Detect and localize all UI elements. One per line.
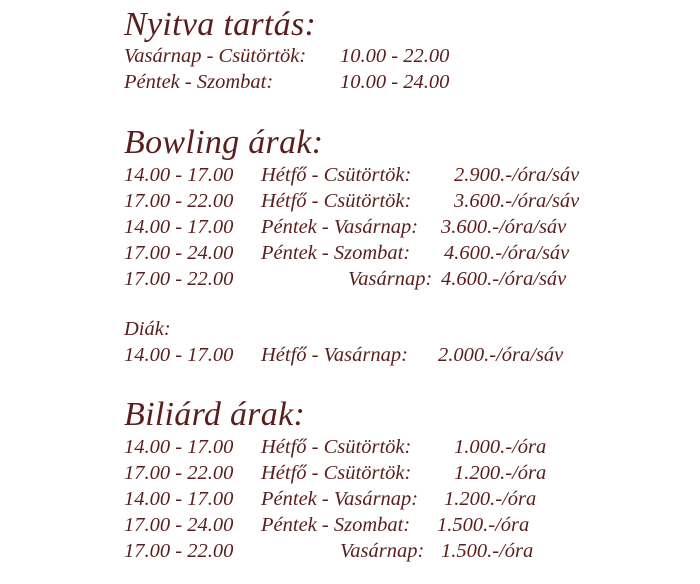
billiard-days: Hétfő - Csütörtök: — [261, 462, 412, 484]
bowling-time: 14.00 - 17.00 — [124, 216, 234, 238]
bowling-price: 4.600.-/óra/sáv — [441, 268, 567, 290]
billiard-time: 14.00 - 17.00 — [124, 436, 234, 458]
bowling-time: 14.00 - 17.00 — [124, 164, 234, 186]
opening-days: Vasárnap - Csütörtök: — [124, 45, 307, 67]
bowling-time: 17.00 - 22.00 — [124, 190, 234, 212]
billiard-price: 1.200.-/óra — [444, 488, 537, 510]
bowling-days: Hétfő - Csütörtök: — [261, 164, 412, 186]
billiard-time: 17.00 - 22.00 — [124, 540, 234, 562]
bowling-days: Vasárnap: — [348, 268, 433, 290]
billiard-days: Péntek - Vasárnap: — [261, 488, 419, 510]
billiard-price: 1.200.-/óra — [454, 462, 547, 484]
billiard-price: 1.500.-/óra — [437, 514, 530, 536]
opening-hours-heading: Nyitva tartás: — [124, 6, 317, 43]
billiard-time: 17.00 - 24.00 — [124, 514, 234, 536]
bowling-days: Hétfő - Csütörtök: — [261, 190, 412, 212]
billiard-days: Péntek - Szombat: — [261, 514, 411, 536]
student-days: Hétfő - Vasárnap: — [261, 344, 408, 366]
student-price: 2.000.-/óra/sáv — [438, 344, 564, 366]
opening-hours: 10.00 - 24.00 — [340, 71, 450, 93]
opening-days: Péntek - Szombat: — [124, 71, 274, 93]
billiard-prices-heading: Biliárd árak: — [124, 396, 306, 433]
bowling-price: 2.900.-/óra/sáv — [454, 164, 580, 186]
bowling-prices-heading: Bowling árak: — [124, 124, 324, 161]
bowling-time: 17.00 - 22.00 — [124, 268, 234, 290]
student-time: 14.00 - 17.00 — [124, 344, 234, 366]
bowling-price: 3.600.-/óra/sáv — [454, 190, 580, 212]
billiard-price: 1.000.-/óra — [454, 436, 547, 458]
bowling-time: 17.00 - 24.00 — [124, 242, 234, 264]
billiard-days: Vasárnap: — [340, 540, 425, 562]
bowling-price: 4.600.-/óra/sáv — [444, 242, 570, 264]
opening-hours: 10.00 - 22.00 — [340, 45, 450, 67]
bowling-days: Péntek - Vasárnap: — [261, 216, 419, 238]
bowling-price: 3.600.-/óra/sáv — [441, 216, 567, 238]
billiard-time: 14.00 - 17.00 — [124, 488, 234, 510]
bowling-days: Péntek - Szombat: — [261, 242, 411, 264]
student-label: Diák: — [124, 318, 171, 340]
billiard-days: Hétfő - Csütörtök: — [261, 436, 412, 458]
billiard-time: 17.00 - 22.00 — [124, 462, 234, 484]
billiard-price: 1.500.-/óra — [441, 540, 534, 562]
